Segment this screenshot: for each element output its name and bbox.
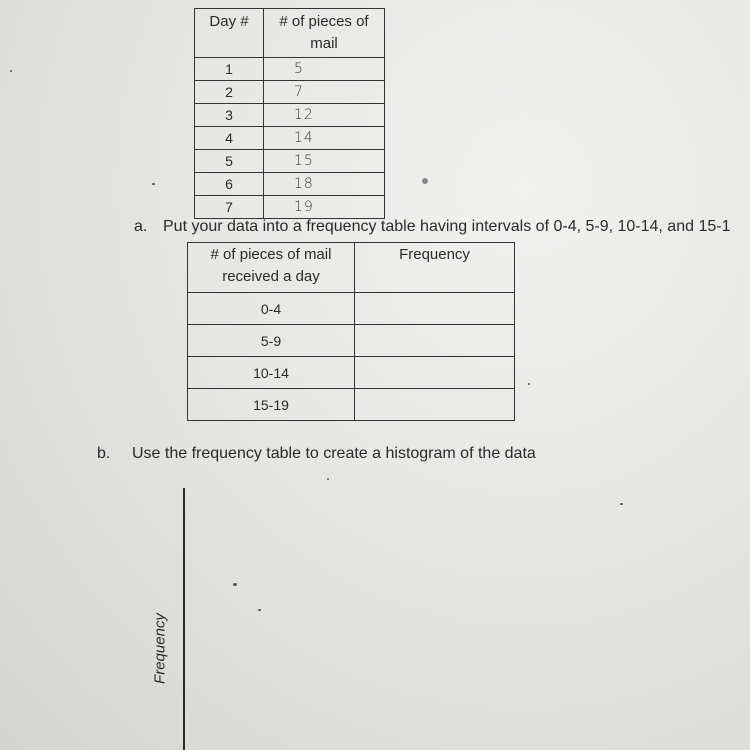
mail-cell-handwritten: 14 [264,127,385,150]
histogram-y-axis-label: Frequency [151,613,169,684]
header-mail: # of pieces of mail [264,9,385,58]
table-header-row [188,243,515,293]
table-row [195,173,385,196]
mail-cell-handwritten: 5 [264,58,385,81]
mail-cell-handwritten: 7 [264,81,385,104]
interval-cell: 0-4 [188,293,355,325]
day-cell: 1 [195,58,264,81]
frequency-cell[interactable] [355,293,515,325]
table-row [195,127,385,150]
mail-cell-handwritten: 15 [264,150,385,173]
interval-cell: 10-14 [188,357,355,389]
table-row [188,357,515,389]
table-row [188,293,515,325]
question-a-marker: a. [134,218,148,235]
paper-speck [10,70,12,72]
mail-cell-handwritten: 19 [264,196,385,219]
paper-speck [327,478,329,480]
histogram-y-axis [183,488,185,750]
table-row [195,81,385,104]
interval-cell: 5-9 [188,325,355,357]
frequency-table [187,242,515,421]
paper-speck [258,609,261,611]
question-a-text: Put your data into a frequency table having intervals of 0-4, 5-9, 10-14, and 15-1 [163,218,731,235]
table-header-row [195,9,385,58]
header-interval: # of pieces of mail received a day [188,243,355,293]
table-row [188,389,515,421]
day-cell: 6 [195,173,264,196]
paper-speck [422,178,428,184]
day-cell: 2 [195,81,264,104]
paper-speck [233,583,237,586]
table-row [195,104,385,127]
question-b-marker: b. [97,445,111,462]
table-row [195,150,385,173]
frequency-cell[interactable] [355,357,515,389]
mail-cell-handwritten: 18 [264,173,385,196]
paper-speck [620,503,623,505]
mail-data-table [194,8,385,219]
table-row [195,58,385,81]
paper-speck [528,383,530,385]
table-row [195,196,385,219]
mail-cell-handwritten: 12 [264,104,385,127]
interval-cell: 15-19 [188,389,355,421]
day-cell: 3 [195,104,264,127]
header-day: Day # [195,9,264,58]
day-cell: 5 [195,150,264,173]
day-cell: 7 [195,196,264,219]
day-cell: 4 [195,127,264,150]
frequency-cell[interactable] [355,325,515,357]
header-frequency: Frequency [355,243,515,293]
paper-speck [152,183,155,185]
question-b-text: Use the frequency table to create a histogram of the data [132,445,536,462]
frequency-cell[interactable] [355,389,515,421]
table-row [188,325,515,357]
